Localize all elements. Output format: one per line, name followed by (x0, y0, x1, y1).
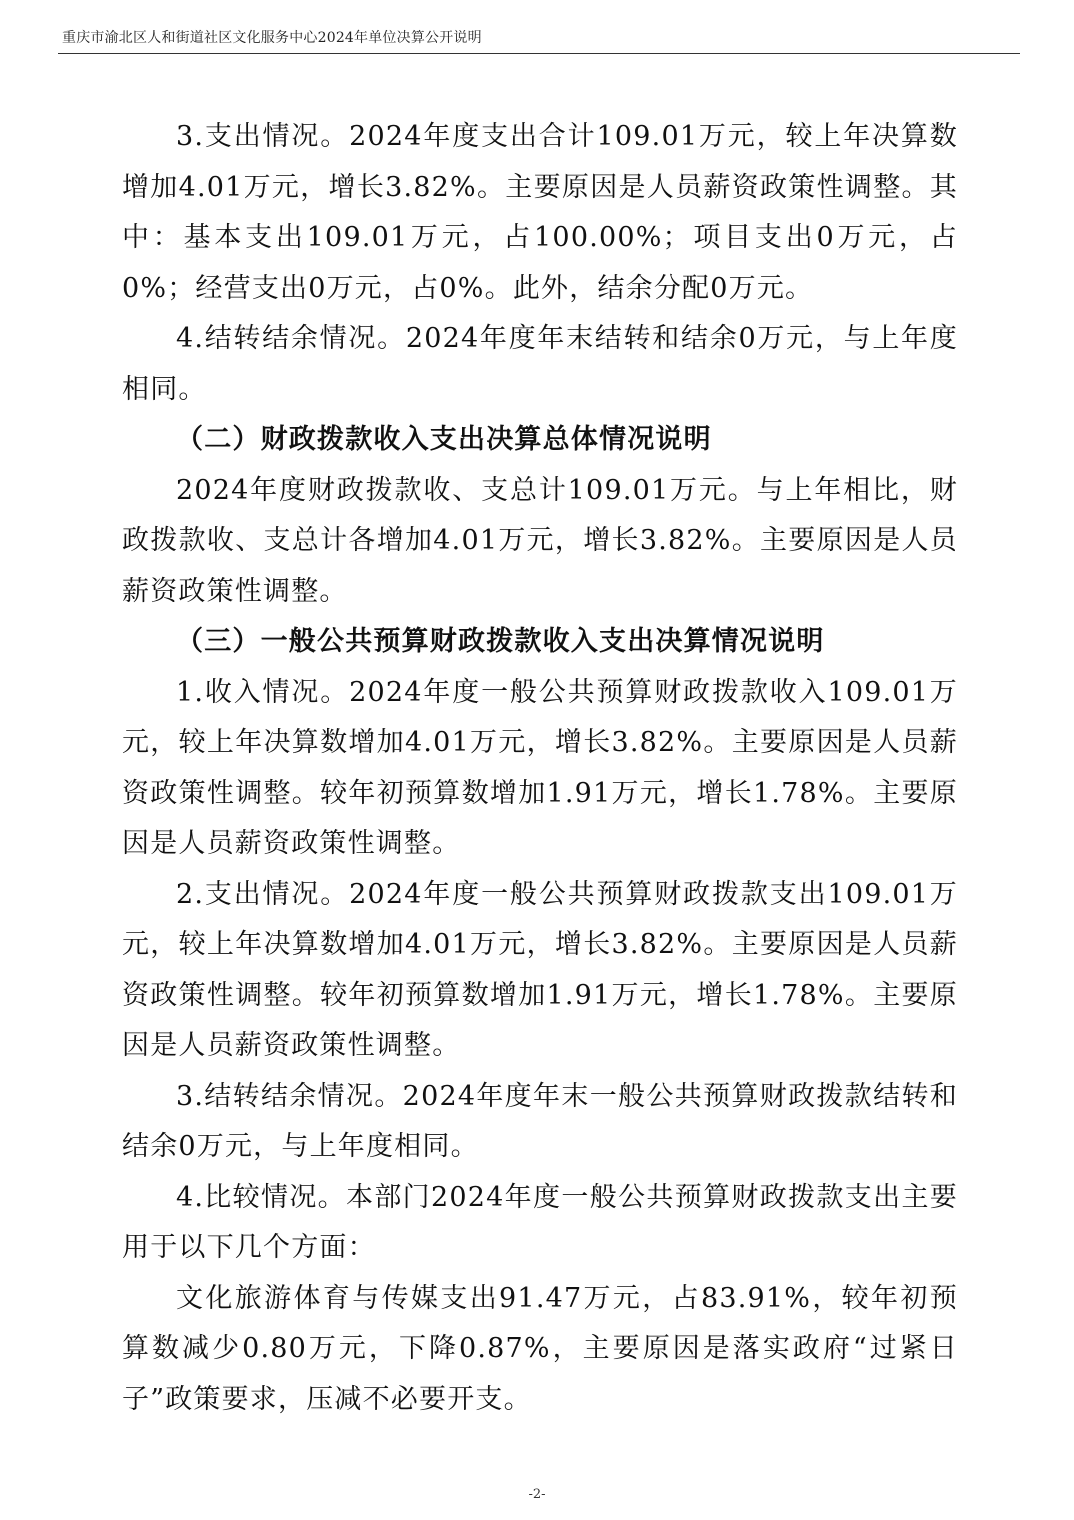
paragraph-general-carryover: 3.结转结余情况。2024年度年末一般公共预算财政拨款结转和结余0万元，与上年度相同。 (122, 1080, 958, 1162)
paragraph-fiscal-overview: 2024年度财政拨款收、支总计109.01万元。与上年相比，财政拨款收、支总计各增加4.01万元，增长3.82%。主要原因是人员薪资政策性调整。 (122, 474, 958, 607)
page-header-title: 重庆市渝北区人和街道社区文化服务中心2024年单位决算公开说明 (62, 30, 482, 46)
header-divider (58, 53, 1020, 54)
paragraph-culture-expenditure: 文化旅游体育与传媒支出91.47万元，占83.91%，较年初预算数减少0.80万元，下降0.87%，主要原因是落实政府“过紧日子”政策要求，压减不必要开支。 (122, 1282, 958, 1415)
paragraph-expenditure: 3.支出情况。2024年度支出合计109.01万元，较上年决算数增加4.01万元，增长3.82%。主要原因是人员薪资政策性调整。其中：基本支出109.01万元，占100.00%；项目支出0万元，占0%；经营支出0万元，占0%。此外，结余分配0万元。 (122, 121, 958, 304)
section-heading-general-budget: （三）一般公共预算财政拨款收入支出决算情况说明 (176, 626, 825, 657)
section-heading-fiscal-overview: （二）财政拨款收入支出决算总体情况说明 (176, 424, 712, 455)
paragraph-general-expenditure: 2.支出情况。2024年度一般公共预算财政拨款支出109.01万元，较上年决算数增加4.01万元，增长3.82%。主要原因是人员薪资政策性调整。较年初预算数增加1.91万元，增长1.78%。主要原因是人员薪资政策性调整。 (122, 878, 958, 1061)
document-body (122, 112, 958, 1425)
page-number: -2- (528, 1487, 546, 1502)
paragraph-general-income: 1.收入情况。2024年度一般公共预算财政拨款收入109.01万元，较上年决算数增加4.01万元，增长3.82%。主要原因是人员薪资政策性调整。较年初预算数增加1.91万元，增长1.78%。主要原因是人员薪资政策性调整。 (122, 676, 958, 859)
paragraph-comparison: 4.比较情况。本部门2024年度一般公共预算财政拨款支出主要用于以下几个方面： (122, 1181, 958, 1263)
paragraph-carryover: 4.结转结余情况。2024年度年末结转和结余0万元，与上年度相同。 (122, 323, 958, 405)
